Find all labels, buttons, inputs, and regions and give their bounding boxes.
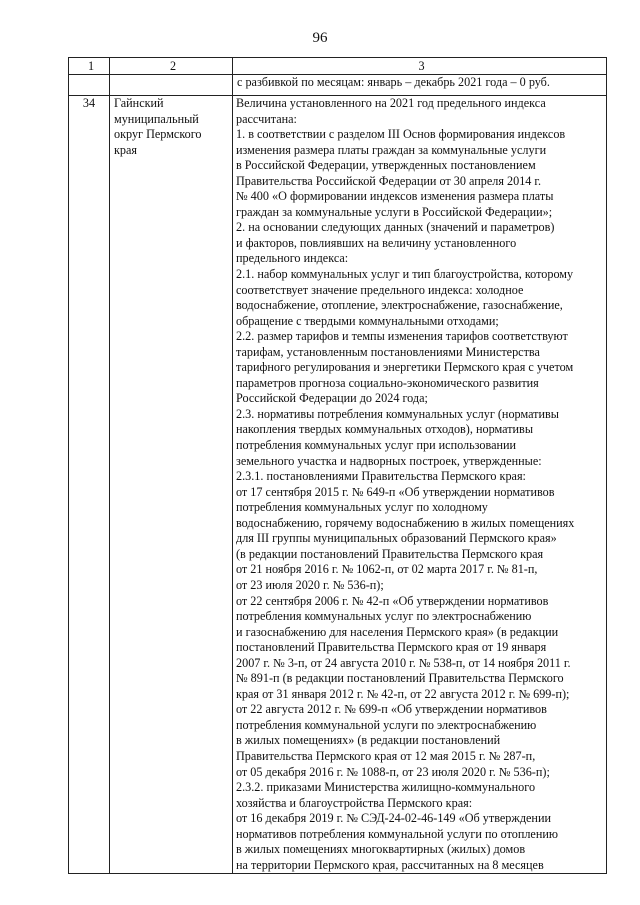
region-name-line: края bbox=[114, 142, 138, 157]
text-line: в жилых помещениях» (в редакции постановлений bbox=[236, 733, 501, 748]
text-line: соответствует значение предельного индекса: холодное bbox=[236, 282, 524, 297]
text-line: Величина установленного на 2021 год предельного индекса bbox=[236, 96, 546, 110]
text-line: от 17 сентября 2015 г. № 649-п «Об утверждении нормативов bbox=[236, 484, 555, 499]
region-name-line: округ Пермского bbox=[114, 127, 202, 142]
text-line: 2.1. набор коммунальных услуг и тип благоустройства, которому bbox=[236, 267, 574, 282]
text-line: нормативов потребления коммунальной услуги по отоплению bbox=[236, 826, 558, 841]
text-line: потребления коммунальных услуг при использовании bbox=[236, 438, 517, 453]
text-line: Российской Федерации до 2024 года; bbox=[236, 391, 428, 406]
text-line: в жилых помещениях многоквартирных (жилых) домов bbox=[236, 842, 526, 857]
text-line: тарифам, установленным постановлениями Министерства bbox=[236, 344, 540, 359]
text-line: для III группы муниципальных образований Пермского края» bbox=[236, 531, 557, 546]
text-line: 1. в соответствии с разделом III Основ формирования индексов bbox=[236, 127, 566, 142]
column-header-3: 3 bbox=[233, 58, 607, 75]
text-line: от 22 августа 2012 г. № 699-п «Об утверждении нормативов bbox=[236, 702, 547, 717]
text-line: 2.3.1. постановлениями Правительства Пермского края: bbox=[236, 469, 526, 484]
table-row bbox=[69, 96, 607, 874]
text-line: граждан за коммунальные услуги в Российской Федерации»; bbox=[236, 204, 553, 219]
page-number: 96 bbox=[312, 30, 328, 46]
text-line: края от 31 января 2012 г. № 42-п, от 22 августа 2012 г. № 699-п); bbox=[236, 686, 570, 701]
text-line: потребления коммунальных услуг по электроснабжению bbox=[236, 609, 532, 624]
text-line: водоснабжение, отопление, электроснабжение, газоснабжение, bbox=[236, 298, 563, 313]
region-name bbox=[110, 96, 233, 874]
region-name-line: Гайнский bbox=[114, 96, 164, 110]
column-header-2: 2 bbox=[110, 58, 233, 75]
text-line: рассчитана: bbox=[236, 111, 297, 126]
text-line: предельного индекса: bbox=[236, 251, 349, 266]
text-line: Правительства Пермского края от 12 мая 2015 г. № 287-п, bbox=[236, 748, 536, 763]
text-line: № 400 «О формировании индексов изменения размера платы bbox=[236, 189, 554, 204]
text-line: № 891-п (в редакции постановлений Правительства Пермского bbox=[236, 671, 564, 686]
text-line: 2.3.2. приказами Министерства жилищно-коммунального bbox=[236, 780, 536, 795]
text-line: хозяйства и благоустройства Пермского края: bbox=[236, 795, 473, 810]
text-line: на территории Пермского края, рассчитанных на 8 месяцев bbox=[236, 857, 544, 872]
text-line: тарифного регулирования и энергетики Пермского края с учетом bbox=[236, 360, 574, 375]
text-line: 2. на основании следующих данных (значений и параметров) bbox=[236, 220, 555, 235]
text-line: (в редакции постановлений Правительства Пермского края bbox=[236, 546, 544, 561]
row-number: 34 bbox=[69, 96, 110, 874]
text-line: от 05 декабря 2016 г. № 1088-п, от 23 июля 2020 г. № 536-п); bbox=[236, 764, 550, 779]
text-line: от 16 декабря 2019 г. № СЭД-24-02-46-149 «Об утверждении bbox=[236, 811, 551, 826]
text-line: земельного участка и надворных построек, утвержденные: bbox=[236, 453, 542, 468]
column-header-1: 1 bbox=[69, 58, 110, 75]
text-line: 2.2. размер тарифов и темпы изменения тарифов соответствуют bbox=[236, 329, 568, 344]
text-line: и газоснабжению для населения Пермского края» (в редакции bbox=[236, 624, 559, 639]
text-line: 2.3. нормативы потребления коммунальных услуг (нормативы bbox=[236, 406, 559, 421]
index-description bbox=[233, 96, 607, 874]
text-line: потребления коммунальных услуг по холодному bbox=[236, 500, 488, 515]
continuation-text: с разбивкой по месяцам: январь – декабрь 2021 года – 0 руб. bbox=[233, 75, 607, 96]
text-line: Правительства Российской Федерации от 30 апреля 2014 г. bbox=[236, 173, 542, 188]
region-name-line: муниципальный bbox=[114, 111, 199, 126]
text-line: от 21 ноября 2016 г. № 1062-п, от 02 марта 2017 г. № 81-п, bbox=[236, 562, 538, 577]
text-line: водоснабжению, горячему водоснабжению в жилых помещениях bbox=[236, 515, 575, 530]
cell-region-empty bbox=[110, 75, 233, 96]
text-line: от 23 июля 2020 г. № 536-п); bbox=[236, 577, 384, 592]
text-line: накопления твердых коммунальных отходов), нормативы bbox=[236, 422, 534, 437]
text-line: обращение с твердыми коммунальными отходами; bbox=[236, 313, 499, 328]
text-line: постановлений Правительства Пермского края от 19 января bbox=[236, 640, 547, 655]
table-header-row bbox=[69, 58, 607, 75]
text-line: от 22 сентября 2006 г. № 42-п «Об утверждении нормативов bbox=[236, 593, 549, 608]
cell-number-empty bbox=[69, 75, 110, 96]
text-line: в Российской Федерации, утвержденных постановлением bbox=[236, 158, 536, 173]
text-line: и факторов, повлиявших на величину установленного bbox=[236, 235, 517, 250]
text-line: параметров прогноза социально-экономического развития bbox=[236, 375, 539, 390]
text-line: потребления коммунальной услуги по электроснабжению bbox=[236, 717, 537, 732]
indices-table bbox=[68, 57, 607, 874]
text-line: изменения размера платы граждан за коммунальные услуги bbox=[236, 142, 547, 157]
table-row-continuation bbox=[69, 75, 607, 96]
text-line: 2007 г. № 3-п, от 24 августа 2010 г. № 538-п, от 14 ноября 2011 г. bbox=[236, 655, 571, 670]
